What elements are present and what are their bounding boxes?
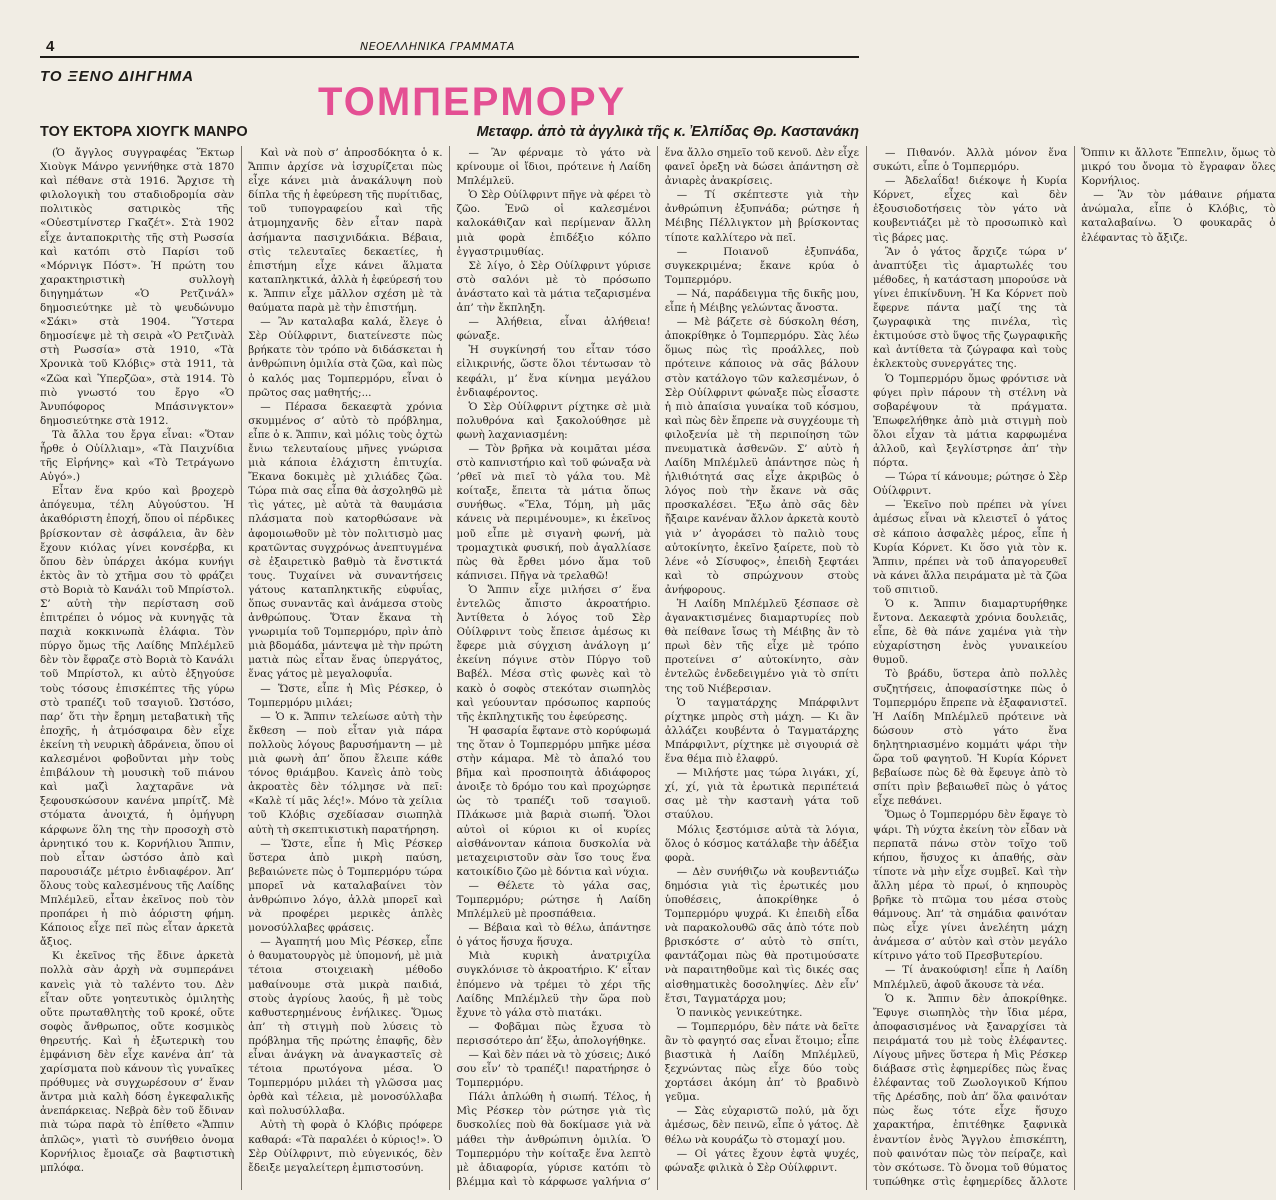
- body-paragraph: — Βέβαια καὶ τὸ θέλω, ἀπάντησε ὁ γάτος ἥσυχα ἥσυχα.: [456, 922, 651, 949]
- magazine-name: ΝΕΟΕΛΛΗΝΙΚΑ ΓΡΑΜΜΑΤΑ: [360, 40, 515, 53]
- body-paragraph: Πάλι ἁπλώθη ἡ σιωπή. Τέλος, ἡ Μὶς Ρέσκερ τὸν ρώτησε γιὰ τὶς δυσκολίες ποὺ θὰ δοκίμασε γιὰ νὰ μάθει τὴν ἀνθρώπινη ὁμιλία. Ὁ Τομπερμόρυ τὴν κοίταξε ἕνα λεπτὸ μὲ ἀδιαφορία, γύρισε κατόπι τὸ βλέμμα καὶ τὸ κάρφωσε γαλήνια σ’ ἕνα ἄλλο σημεῖο τοῦ κενοῦ. Δὲν εἶχε φανεῖ ὀρεξη νὰ δώσει ἀπάντηση σὲ ἀνιαρὲς ἀνακρίσεις.: [456, 147, 859, 1188]
- translator-credit: Μεταφρ. ἀπὸ τὰ ἀγγλικὰ τῆς κ. Ἐλπίδας Θρ. Καστανάκη: [476, 124, 859, 140]
- body-paragraph: — Δὲν συνήθιζω νὰ κουβεντιάζω δημόσια γιὰ τὶς ἐρωτικές μου ὑποθέσεις, ἀποκρίθηκε ὁ Τομπερμόρυ ψυχρά. Κι ἐπειδὴ εἶδα νὰ παρακολουθῶ σᾶς ἀπὸ τότε ποὺ βρισκόστε σ’ αὐτὸ τὸ σπίτι, φαντάζομαι πὼς θὰ προτιμούσατε νὰ παραιτηθοῦμε καὶ τὶς δικές σας αἰσθηματικὲς δοσοληψίες. Δὲν εἶν’ ἔτσι, Ταγματάρχα μου;: [664, 865, 859, 1005]
- body-paragraph: — Ὁ κ. Ἄππιν τελείωσε αὐτὴ τὴν ἔκθεση — ποὺ εἶταν γιὰ πάρα πολλοὺς λόγους βαρυσήμαντη — μὲ μιὰ φωνὴ ἀπ’ ὅπου ἔλειπε κάθε τόνος θριάμβου. Κανεὶς ἀπὸ τοὺς ἀκροατὲς δὲν τόλμησε νὰ πεῖ: «Καλὲ τί μᾶς λές!». Μόνο τὰ χείλια τοῦ Κλόβις σχεδίασαν σιωπηλὰ αὐτὴ τὴ σκεπτικιστικὴ παρατήρηση.: [248, 710, 443, 836]
- body-paragraph: Μιὰ κυρικὴ ἀνατριχίλα συγκλόνισε τὸ ἀκροατήριο. Κ’ εἶταν ἐπόμενο νὰ τρέμει τὸ χέρι τῆς Λαίδης Μπλέμλεϋ τὴν ὥρα ποὺ ἔχυνε τὸ γάλα στὸ πιατάκι.: [456, 950, 651, 1019]
- body-paragraph: — Πέρασα δεκαεφτὰ χρόνια σκυμμένος σ’ αὐτὸ τὸ πρόβλημα, εἶπε ὁ κ. Ἄππιν, καὶ μόλις τοὺς ὀχτὼ ἔνιω τελευταίους μῆνες γνώρισα μιὰ κάποια ἐλάχιστη ἐπιτυχία. Ἔκανα δοκιμὲς μὲ χιλιάδες ζῶα. Τώρα πιὰ σας εἶπα θὰ ἀσχοληθῶ μὲ τὶς γάτες, μὲ αὐτὰ τὰ θαυμάσια πλάσματα ποὺ κατορθώσανε νὰ ἀφομοιωθοῦν μὲ τὸν πολιτισμὸ μας κρατῶντας συγχρόνως ἀνεπτυγμένα σὲ ἐξαιρετικὸ βαθμὸ τὰ ἔνστικτά τους. Τυχαίνει νὰ συναντήσεις γάτους καταπληκτικῆς εὐφυΐας, ὅπως συναντᾶς καὶ ἀνάμεσα στοὺς ἀνθρώπους. Ὅταν ἔκανα τὴ γνωριμία τοῦ Τομπερμόρυ, πρὶν ἀπὸ μιὰ βδομάδα, μάντεψα μὲ τὴν πρώτη ματιὰ πὼς εἶταν ἕνας ὑπεργάτος, ἕνας γάτος μὲ μεγαλοφυΐα.: [248, 400, 443, 681]
- body-paragraph: Ὁ Σὲρ Οὐίλφριντ πῆγε νὰ φέρει τὸ ζῶο. Ἐνῶ οἱ καλεσμένοι καλοκάθιζαν καὶ περίμεναν ἄλλη μιὰ φορὰ ἐπιδέξιο κόλπο ἐγγαστριμυθίας.: [456, 189, 651, 258]
- body-paragraph: — Ἂν φέρναμε τὸ γάτο νὰ κρίνουμε οἱ ἴδιοι, πρότεινε ἡ Λαίδη Μπλέμλεϋ.: [456, 147, 651, 188]
- body-paragraph: Τὸ βράδυ, ὕστερα ἀπὸ πολλὲς συζητήσεις, ἀποφασίστηκε πὼς ὁ Τομπερμόρυ ἔπρεπε νὰ ἐξαφανιστεῖ. Ἡ Λαίδη Μπλέμλεϋ πρότεινε νὰ δώσουν στὸ γάτο ἕνα δηλητηριασμένο κομμάτι ψάρι τὴν ὥρα τοῦ φαγητοῦ. Ἡ Κυρία Κόρνετ βεβαίωσε πὼς δὲ θὰ ἔφευγε ἀπὸ τὸ σπίτι πρὶν βεβαιωθεῖ πὼς ὁ γάτος εἶχε πεθάνει.: [873, 668, 1068, 808]
- body-paragraph: — Οἱ γάτες ἔχουν ἐφτὰ ψυχές, φώναξε φιλικὰ ὁ Σὲρ Οὐίλφριντ.: [664, 1147, 859, 1174]
- body-paragraph: — Καὶ δὲν πάει νὰ τὸ χύσεις; Δικό σου εἶν’ τὸ τραπέζι! παρατήρησε ὁ Τομπερμόρυ.: [456, 1049, 651, 1090]
- body-paragraph: Ἡ Λαίδη Μπλέμλεϋ ξέσπασε σὲ ἀγανακτισμένες διαμαρτυρίες ποὺ θὰ πείθανε ἴσως τὴ Μέιβης ἂν τὸ πρωὶ δὲν τῆς εἶχε μὲ τρόπο προτείνει σ’ αὐτοκίνητο, σὰν ἐντελῶς ἐνδεδειγμένο γιὰ τὸ σπίτι της τοῦ Νιέβερσιαν.: [664, 598, 859, 695]
- body-paragraph: — Ἂν τὸν μάθαινε ρήματα ἀνώμαλα, εἶπε ὁ Κλόβις, τὸ καταλαβαίνω. Ὁ φουκαρᾶς ὁ ἐλέφαντας τὸ ἄξιζε.: [1081, 189, 1276, 244]
- body-paragraph: Ὁ Τομπερμόρυ ὅμως φρόντισε νὰ φύγει πρὶν πάρουν τὴ στέλνη νὰ σοβαρέψουν τὰ πράγματα. Ἐπωφελήθηκε ἀπὸ μιὰ στιγμὴ ποὺ ὅλοι εἶχαν τὰ μάτια καρφωμένα ἀλλοῦ, καὶ ξεγλίστρησε ἀπ’ τὴν πόρτα.: [873, 372, 1068, 470]
- body-paragraph: Ἡ φασαρία ἔφτανε στὸ κορύφωμά της ὅταν ὁ Τομπερμόρυ μπῆκε μέσα στὴν κάμαρα. Μὲ τὸ ἁπαλό του βῆμα καὶ προσποιητὰ ἀδιάφορος ἀνοιξε τὸ δρόμο του καὶ προχώρησε ὡς τὸ τραπέζι τοῦ τσαγιοῦ. Πλάκωσε μιὰ βαριὰ σιωπή. Ὅλοι αὐτοὶ οἱ κύριοι κι οἱ κυρίες αἰσθάνονταν κάποια δυσκολία νὰ μεταχειριστοῦν σὰν ἴσο τους ἕνα κατοικίδιο ζῶο μὲ δόντια καὶ νύχια.: [456, 724, 651, 878]
- body-paragraph: — Τί σκέπτεστε γιὰ τὴν ἀνθρώπινη ἐξυπνάδα; ρώτησε ἡ Μέιβης Πέλλιγκτον μὴ βρίσκοντας τίποτε καλλίτερο νὰ πεῖ.: [664, 189, 859, 244]
- header-rule: [40, 56, 859, 58]
- body-paragraph: Ἡ συγκίνησή του εἶταν τόσο εἰλικρινής, ὥστε ὅλοι τέντωσαν τὸ κεφάλι, μ’ ἕνα κίνημα μεγάλου ἐνδιαφέροντος.: [456, 344, 651, 399]
- body-paragraph: Ὁ κ. Ἄππιν δὲν ἀποκρίθηκε. Ἔφυγε σιωπηλὸς τὴν ἴδια μέρα, ἀποφασισμένος νὰ ξαναρχίσει τὰ πειράματά του μὲ τοὺς ἐλέφαντες. Λίγους μῆνες ὕστερα ἡ Μὶς Ρέσκερ διάβασε στὶς ἐφημερίδες πὼς ἕνας ἐλέφαντας τοῦ Ζωολογικοῦ Κήπου τῆς Δρέσδης, ποὺ ἀπ’ ὅλα φαινόταν πὼς ἕως τότε εἶχε ἥσυχο χαρακτήρα, ἐπιτέθηκε ξαφνικὰ ἐναντίον ἑνὸς Ἄγγλου ἐπισκέπτη, ποὺ φαινόταν πὼς τὸν πείραζε, καὶ τὸν σκότωσε. Τὸ ὄνομα τοῦ θύματος τυπώθηκε στὶς ἐφημερίδες ἄλλοτε Ὄππιν κι ἄλλοτε Ἔππελιν, ὅμως τὸ μικρό του ὄνομα τὸ ἔγραφαν ὅλες Κορνήλιος.: [873, 147, 1276, 1188]
- body-paragraph: Ὁ κ. Ἄππιν διαμαρτυρήθηκε ἔντονα. Δεκαεφτὰ χρόνια δουλειᾶς, εἶπε, δὲ θὰ πάνε χαμένα γιὰ τὴν εὐχαρίστηση ἑνὸς γυναικείου θυμοῦ.: [873, 598, 1068, 667]
- body-paragraph: — Τὸν βρῆκα νὰ κοιμᾶται μέσα στὸ καπνιστήριο καὶ τοῦ φώναξα νὰ ’ρθεῖ νὰ πιεῖ τὸ γάλα του. Μὲ κοίταξε, ἔπειτα τὰ μάτια ὅπως συνήθως. «Ἔλα, Τόμη, μὴ μᾶς κάνεις νὰ περιμένουμε», κι ἐκεῖνος μοῦ εἶπε μὲ σιγανὴ φωνή, μὰ τρομαχτικὰ φυσική, ποὺ ἀγαλλίασε πὼς θὰ ἔρθει μόνο ἅμα τοῦ κάπνισει. Πῆγα νὰ τρελαθῶ!: [456, 442, 651, 582]
- body-paragraph: Ἂν ὁ γάτος ἄρχιζε τώρα ν’ ἀναπτύξει τὶς ἀμαρτωλές του μέθοδες, ἡ κατάσταση μπορούσε νὰ γίνει ἐπικίνδυνη. Ἡ Κα Κόρνετ ποὺ ἔφερνε πάντα μαζί της τὰ ζωγραφικὰ της πινέλα, τὶς ἐκτιμούσε στὸ ὕψος τῆς ζωγραφικῆς καὶ ἀντίθετα τὰ ζώγραφα καὶ τοὺς ἐκλεκτοὺς συνεργάτες της.: [873, 245, 1068, 371]
- body-paragraph: — Σὰς εὐχαριστῶ πολύ, μὰ ὅχι ἀμέσως, δὲν πεινῶ, εἶπε ὁ γάτος. Δὲ θέλω νὰ κουράζω τὸ στομαχί μου.: [664, 1105, 859, 1146]
- body-paragraph: — Ἂν καταλαβα καλά, ἔλεγε ὁ Σὲρ Οὐίλφριντ, διατείνεστε πὼς βρήκατε τὸν τρόπο νὰ διδάσκεται ἡ ἀνθρώπινη ὁμιλία στὰ ζῶα, καὶ πὼς ὁ καλός μας Τομπερμόρυ, εἶναι ὁ πρῶτος σας μαθητής;...: [248, 316, 443, 399]
- body-paragraph: — Μὲ βάζετε σὲ δύσκολη θέση, ἀποκρίθηκε ὁ Τομπερμόρυ. Σὰς λέω ὅμως πὼς τὶς προάλλες, ποὺ πρότεινε κάποιος νὰ σᾶς βάλουν στὸν κατάλογο τῶν καλεσμένων, ὁ Σὲρ Οὐίλφριντ φώναξε πὼς εἶσαστε ἡ πιὸ ἀπαίσια γυναίκα τοῦ κόσμου, καὶ πὼς δὲν ἔπρεπε νὰ συγχέουμε τὴ φιλοξενία μὲ τὴ περιποίηση τῶν πνευματικὰ ἀσθενῶν. Σ’ αὐτὸ ἡ Λαίδη Μπλέμλεϋ ἀπάντησε πὼς ἡ ἠλιθιότητά σας εἶχε ἀκριβῶς ὁ λόγος ποὺ τὴν ἔκανε νὰ σᾶς προσκαλέσει. Ἔξω ἀπὸ σᾶς δὲν ἤξαιρε κανέναν ἄλλον ἀρκετὰ κουτὸ γιὰ ν’ ἀγοράσει τὸ παλιὸ τους αὐτοκίνητο, ἐκεῖνο ξαίρετε, ποὺ τὸ λένε «ὁ Σίσυφος», ἐπειδὴ ξεφτάει καὶ τὸ σπρώχνουν στοὺς ἀνήφορους.: [664, 316, 859, 596]
- body-paragraph: — Τομπερμόρυ, δὲν πάτε νὰ δεῖτε ἂν τὸ φαγητό σας εἶναι ἕτοιμο; εἶπε βιαστικὰ ἡ Λαίδη Μπλέμλεϋ, ξεχνώντας πὼς εἶχε δύο τοὺς χορτάσει ἀκόμη ἀπ’ τὸ βραδινὸ γεῦμα.: [664, 1020, 859, 1104]
- body-paragraph: (Ὁ ἄγγλος συγγραφέας Ἕκτωρ Χιοὺγκ Μάνρο γεννήθηκε στὰ 1870 καὶ πέθανε στὰ 1916. Ἄρχισε τὴ φιλολογικὴ του σταδιοδρομία σὰν πολιτικὸς σατιρικὸς τῆς «Οὐεστμίνστερ Γκαζέτ». Στὰ 1902 εἶχε ἀνταποκριτὴς τῆς στὴ Ρωσσία καὶ κατόπι στὸ Παρίσι τοῦ «Μόρνιγκ Πόστ». Ἡ πρώτη του χαρακτηριστικὴ συλλογὴ διηγημάτων «Ὁ Ρετζινάλ» δημοσιεύτηκε μὲ τὸ ψευδώνυμο «Σάκι» στὰ 1904. Ὕστερα δημοσίεψε μὲ τὴ σειρὰ «Ὁ Ρετζινὰλ στὴ Ρωσσία» στὰ 1910, «Τὰ Χρονικὰ τοῦ Κλόβις» στὰ 1911, τὰ «Ζῶα καὶ Ὑπερζῶα», στὰ 1914. Τὸ πιὸ γνωστό του ἔργο «Ὁ Ἀνυπόφορος Μπάσινγκτον» δημοσιεύτηκε στὰ 1912.: [40, 147, 235, 427]
- body-paragraph: — Θέλετε τὸ γάλα σας, Τομπερμόρυ; ρώτησε ἡ Λαίδη Μπλέμλεϋ μὲ προσπάθεια.: [456, 879, 651, 921]
- body-paragraph: — Τί ἀνακούφιση! εἶπε ἡ Λαίδη Μπλέμλεϋ, ἀφοῦ ἄκουσε τὰ νέα.: [873, 964, 1068, 991]
- body-paragraph: — Μιλήστε μας τώρα λιγάκι, χί, χί, χί, γιὰ τὰ ἐρωτικὰ περιπέτειά σας μὲ τὴν καστανὴ γάτα τοῦ σταύλου.: [664, 767, 859, 822]
- body-paragraph: — Ὥστε, εἶπε ἡ Μὶς Ρέσκερ ὕστερα ἀπὸ μικρὴ παύση, βεβαιώνετε πὼς ὁ Τομπερμόρυ τώρα μπορεῖ νὰ καταλαβαίνει τὸν ἀνθρώπινο λόγο, ἀλλὰ μπορεῖ καὶ νὰ προφέρει μερικὲς ἁπλὲς μονοσύλλαβες φράσεις.: [248, 837, 443, 935]
- body-paragraph: Ὅμως ὁ Τομπερμόρυ δὲν ἔφαγε τὸ ψάρι. Τὴ νύχτα ἐκείνη τὸν εἶδαν νὰ περπατᾶ πάνω στὸν τοῖχο τοῦ κήπου, ἥσυχος κι ἀπαθής, σὰν τίποτε νὰ μὴν εἶχε συμβεῖ. Καὶ τὴν ἄλλη μέρα τὸ πρωί, ὁ κηπουρὸς βρῆκε τὸ πτῶμα του μέσα στοὺς θάμνους. Ἀπ’ τὰ σημάδια φαινόταν πὼς εἶχε γίνει ἀνελέητη μάχη ἀνάμεσα σ’ αὐτὸν καὶ στὸν μεγάλο κίτρινο γάτο τοῦ Πρεσβυτερίου.: [873, 809, 1068, 963]
- body-paragraph: Ὁ πανικὸς γενικεύτηκε.: [676, 1006, 803, 1019]
- page-number: 4: [46, 38, 55, 55]
- body-paragraph: — Φοβᾶμαι πὼς ἔχυσα τὸ περισσότερο ἀπ’ ἔξω, ἀπολογήθηκε.: [456, 1020, 651, 1047]
- body-paragraph: — Ποιανοῦ ἐξυπνάδα, συγκεκριμένα; ἔκανε κρύα ὁ Τομπερμόρυ.: [664, 245, 859, 286]
- body-paragraph: Ὁ Ἄππιν εἶχε μιλήσει σ’ ἕνα ἐντελῶς ἄπιστο ἀκροατήριο. Ἀντίθετα ὁ λόγος τοῦ Σὲρ Οὐίλφριντ τοὺς ἔπεισε ἀμέσως κι ἔφερε μιὰ σύγχιση ἀνάλογη μ’ ἐκείνη πόγινε στὸν Πύργο τοῦ Βαβέλ. Μέσα στὶς φωνὲς καὶ τὸ κακὸ ὁ σοφὸς στεκόταν σιωπηλὸς καὶ γεύουνταν πρόσωπος καρπούς τῆς ἐκπληχτικῆς του ἐφεύρεσης.: [456, 583, 651, 723]
- body-paragraph: — Νά, παράδειγμα τῆς δικῆς μου, εἶπε ἡ Μέιβης γελώντας ἄνοστα.: [664, 287, 859, 315]
- body-paragraph: — Τώρα τί κάνουμε; ρώτησε ὁ Σὲρ Οὐίλφριντ.: [873, 471, 1068, 498]
- body-paragraph: Σὲ λίγο, ὁ Σὲρ Οὐίλφριντ γύρισε στὸ σαλόνι μὲ τὸ πρόσωπο ἀνάστατο καὶ τὰ μάτια τεζαρισμένα ἀπ’ τὴν ἔκπληξη.: [456, 259, 651, 315]
- body-paragraph: — Ἀλήθεια, εἶναι ἀλήθεια! φώναξε.: [456, 316, 651, 343]
- body-paragraph: — Ὥστε, εἶπε ἡ Μὶς Ρέσκερ, ὁ Τομπερμόρυ μιλάει;: [248, 682, 443, 709]
- body-paragraph: Εἶταν ἕνα κρύο καὶ βροχερὸ ἀπόγευμα, τέλη Αὐγούστου. Ἡ ἀκαθόριστη ἐποχή, ὅπου οἱ πέρδικες βρίσκονταν σὲ ἀσφάλεια, ἂν δὲν ἔχουν κιόλας γίνει κονσέρβα, κι ὅπου δὲν ὑπάρχει ἀκόμα κυνήγι ἐκτὸς ἂν τὸ χτῆμα σου τὸ φράζει στὸ Βοριὰ τὸ Κανάλι τοῦ Μπρίστολ. Σ’ αὐτὴ τὴν περίσταση σοῦ ἐπιτρέπει ὁ νόμος νὰ κυνηγᾷς τὰ παχιὰ κοκκινωπὰ ἐλάφια. Τὸν πύργο ὅμως τῆς Λαίδης Μπλέμλεϋ δὲν τὸν ἔφραζε στὸ Βοριὰ τὸ Κανάλι τοῦ Μπρίστολ, κι αὐτὸ ἐξηγούσε τοὺς τόσους ἐπισκέπτες τῆς γύρω στὸ τραπέζι τοῦ τσαγιοῦ. Ὡστόσο, παρ’ ὅτι τὴν ἔρημη μεταβατικὴ τῆς ἐποχῆς, ἡ ἀτμόσφαιρα δὲν εἶχε ἐκείνη τὴ νευρικὴ ἀδράνεια, ὅπου οἱ καλεσμένοι φοβοῦνται μὴν τοὺς ἐπιβάλουν τὴ μουσικὴ τοῦ πιάνου καὶ μαζὶ λαχταρᾶνε νὰ ξεφουσκώσουν κανένα μπρίτζ. Μὲ στόματα ἀνοιχτά, ἡ ὁμήγυρη κάρφωνε ὅλη της τὴν προσοχὴ στὸ ἀρνητικό του κ. Κορνήλιου Ἄππιν, ποὺ εἶταν ὡστόσο ἀπὸ καὶ παρουσιάζε μέτριο ἐνδιαφέρον. Ἀπ’ ὅλους τοὺς καλεσμένους τῆς Λαίδης Μπλέμλεϋ, εἶταν ἐκεῖνος ποὺ τὸν προπάρει ἡ πιὸ ἀόριστη φήμη. Κάποιος εἶχε πεῖ πὼς εἶταν ἀρκετὰ ἄξιος.: [40, 485, 235, 949]
- body-paragraph: — Πιθανόν. Ἀλλὰ μόνον ἕνα συκώτι, εἶπε ὁ Τομπερμόρυ.: [873, 147, 1068, 174]
- body-paragraph: Μόλις ξεστόμισε αὐτὰ τὰ λόγια, ὅλος ὁ κόσμος κατάλαβε τὴν ἀδέξια φορὰ.: [664, 823, 859, 864]
- body-paragraph: Τὰ ἄλλα του ἔργα εἶναι: «Ὅταν ἦρθε ὁ Οὐίλλιαμ», «Τὰ Παιχνίδια τῆς Εἰρήνης» καὶ «Τὸ Τετράγωνο Αὐγό».): [40, 428, 235, 484]
- section-title: ΤΟ ΞΕΝΟ ΔΙΗΓΗΜΑ: [40, 68, 195, 85]
- body-paragraph: — Ἀδελαΐδα! διέκοψε ἡ Κυρία Κόρνετ, εἶχες καὶ δὲν ἐξουσιοδοτήσεις τὸν γάτο νὰ κουβεντιάζει μὲ τὸ προσωπικὸ καὶ τὶς βάρες μας.: [873, 175, 1068, 244]
- story-title: ΤΟΜΠΕΡΜΟΡΥ: [318, 80, 627, 124]
- author-byline: ΤΟΥ ΕΚΤΟΡΑ ΧΙΟΥΓΚ ΜΑΝΡΟ: [40, 124, 248, 140]
- body-paragraph: Αὐτὴ τὴ φορὰ ὁ Κλόβις πρόφερε καθαρά: «Τὰ παραλέει ὁ κύριος!». Ὁ Σὲρ Οὐίλφριντ, πιὸ εὐγενικός, δὲν ἔδειξε μεγαλείτερη ἐμπιστοσύνη.: [248, 1119, 443, 1174]
- body-paragraph: — Ἐκεῖνο ποὺ πρέπει νὰ γίνει ἀμέσως εἶναι νὰ κλειστεῖ ὁ γάτος σὲ κάποιο ἀσφαλὲς μέρος, εἶπε ἡ Κυρία Κόρνετ. Κι ὅσο γιὰ τὸν κ. Ἄππιν, πρέπει νὰ τοῦ ἀπαγορευθεῖ νὰ κάνει ἄλλα πειράματα μὲ τὰ ζῶα τοῦ σπιτιοῦ.: [873, 499, 1068, 596]
- body-paragraph: Ὁ ταγματάρχης Μπάρφιλντ ρίχτηκε μπρὸς στὴ μάχη. — Κι ἂν ἀλλάζει κουβέντα ὁ Ταγματάρχης Μπάρφιλντ, ρίχτηκε μὲ σιγουριά σὲ ἕνα θέμα πιὸ ἐλαφρύ.: [664, 696, 859, 766]
- body-paragraph: Καὶ νὰ ποὺ σ’ ἀπροσδόκητα ὁ κ. Ἄππιν ἀρχίσε νὰ ἰσχυρίζεται πὼς εἶχε κάνει μιὰ ἀνακάλυψη ποὺ δίπλα τῆς ἡ ἐφεύρεση τῆς πυρίτιδας, τοῦ τυπογραφείου καὶ τῆς ἀτμομηχανῆς δὲν εἶταν παρὰ ἀσήμαντα πασιχνιδάκια. Βέβαια, στὶς τελευταῖες δεκαετίες, ἡ ἐπιστήμη εἶχε κάνει ἅλματα καταπληκτικά, ἀλλὰ ἡ ἐφεύρεσή του κ. Ἄππιν εἶχε μᾶλλον σχέση μὲ τὰ θαύματα παρὰ μὲ τὴν ἐπιστήμη.: [248, 147, 443, 315]
- body-paragraph: Κι ἐκεῖνος τῆς ἔδινε ἀρκετὰ πολλὰ σὰν ἀρχὴ νὰ συμπεράνει κανεὶς γιὰ τὸ ταλέντο του. Δὲν εἶταν οὔτε γοητευτικὸς ὁμιλητὴς οὔτε πρωταθλητὴς τοῦ κροκέ, οὔτε σοφὸς ἄνθρωπος, οὔτε κοσμικὸς θηρευτής. Καὶ ἡ ἐξωτερικὴ του ἐμφάνιση δὲν εἶχε κανένα ἀπ’ τὰ χαρίσματα ποὺ κάνουν τὶς γυναῖκες πρόθυμες νὰ συγχωρέσουν σ’ ἕναν ἄντρα μιὰ καλὴ δόση ἐγκεφαλικῆς ἀνεπάρκειας. Νεβρὰ δὲν τοῦ ἔδιναν πιὰ τώρα παρὰ τὸ ἐπίθετο «Ἄππιν ἁπλῶς», γιατὶ τὸ συνήθειο ὀνομα Κορνήλιος ἔμοιαζε σὰ βαφτιστικὴ μπλόφα.: [40, 950, 235, 1174]
- body-paragraph: — Ἀγαπητή μου Μὶς Ρέσκερ, εἶπε ὁ θαυματουργὸς μὲ ὑπομονή, μὲ μιὰ τέτοια στοιχειακὴ μέθοδο μαθαίνουμε στὰ μικρὰ παιδιά, στοὺς ἀγρίους λαούς, ἢ μὲ τοὺς καθυστερημένους ἐνήλικες. Ὅμως ἀπ’ τὴ στιγμὴ ποὺ λύσεις τὸ πρόβλημα τῆς πρώτης ἐπαφῆς, δὲν εἶναι ἀνάγκη νὰ ἀναγκαστεῖς σὲ τέτοια πρωτόγονα μέσα. Ὁ Τομπερμόρυ μιλάει τὴ γλῶσσα μας ὀρθὰ καὶ τέλεια, μὲ μονοσύλλαβα καὶ πολυσύλλαβα.: [248, 936, 443, 1118]
- story-body: [40, 146, 1276, 1190]
- body-paragraph: Ὁ Σὲρ Οὐίλφριντ ρίχτηκε σὲ μιὰ πολυθρόνα καὶ ξακολούθησε μὲ φωνὴ λαχανιασμένη:: [456, 400, 651, 441]
